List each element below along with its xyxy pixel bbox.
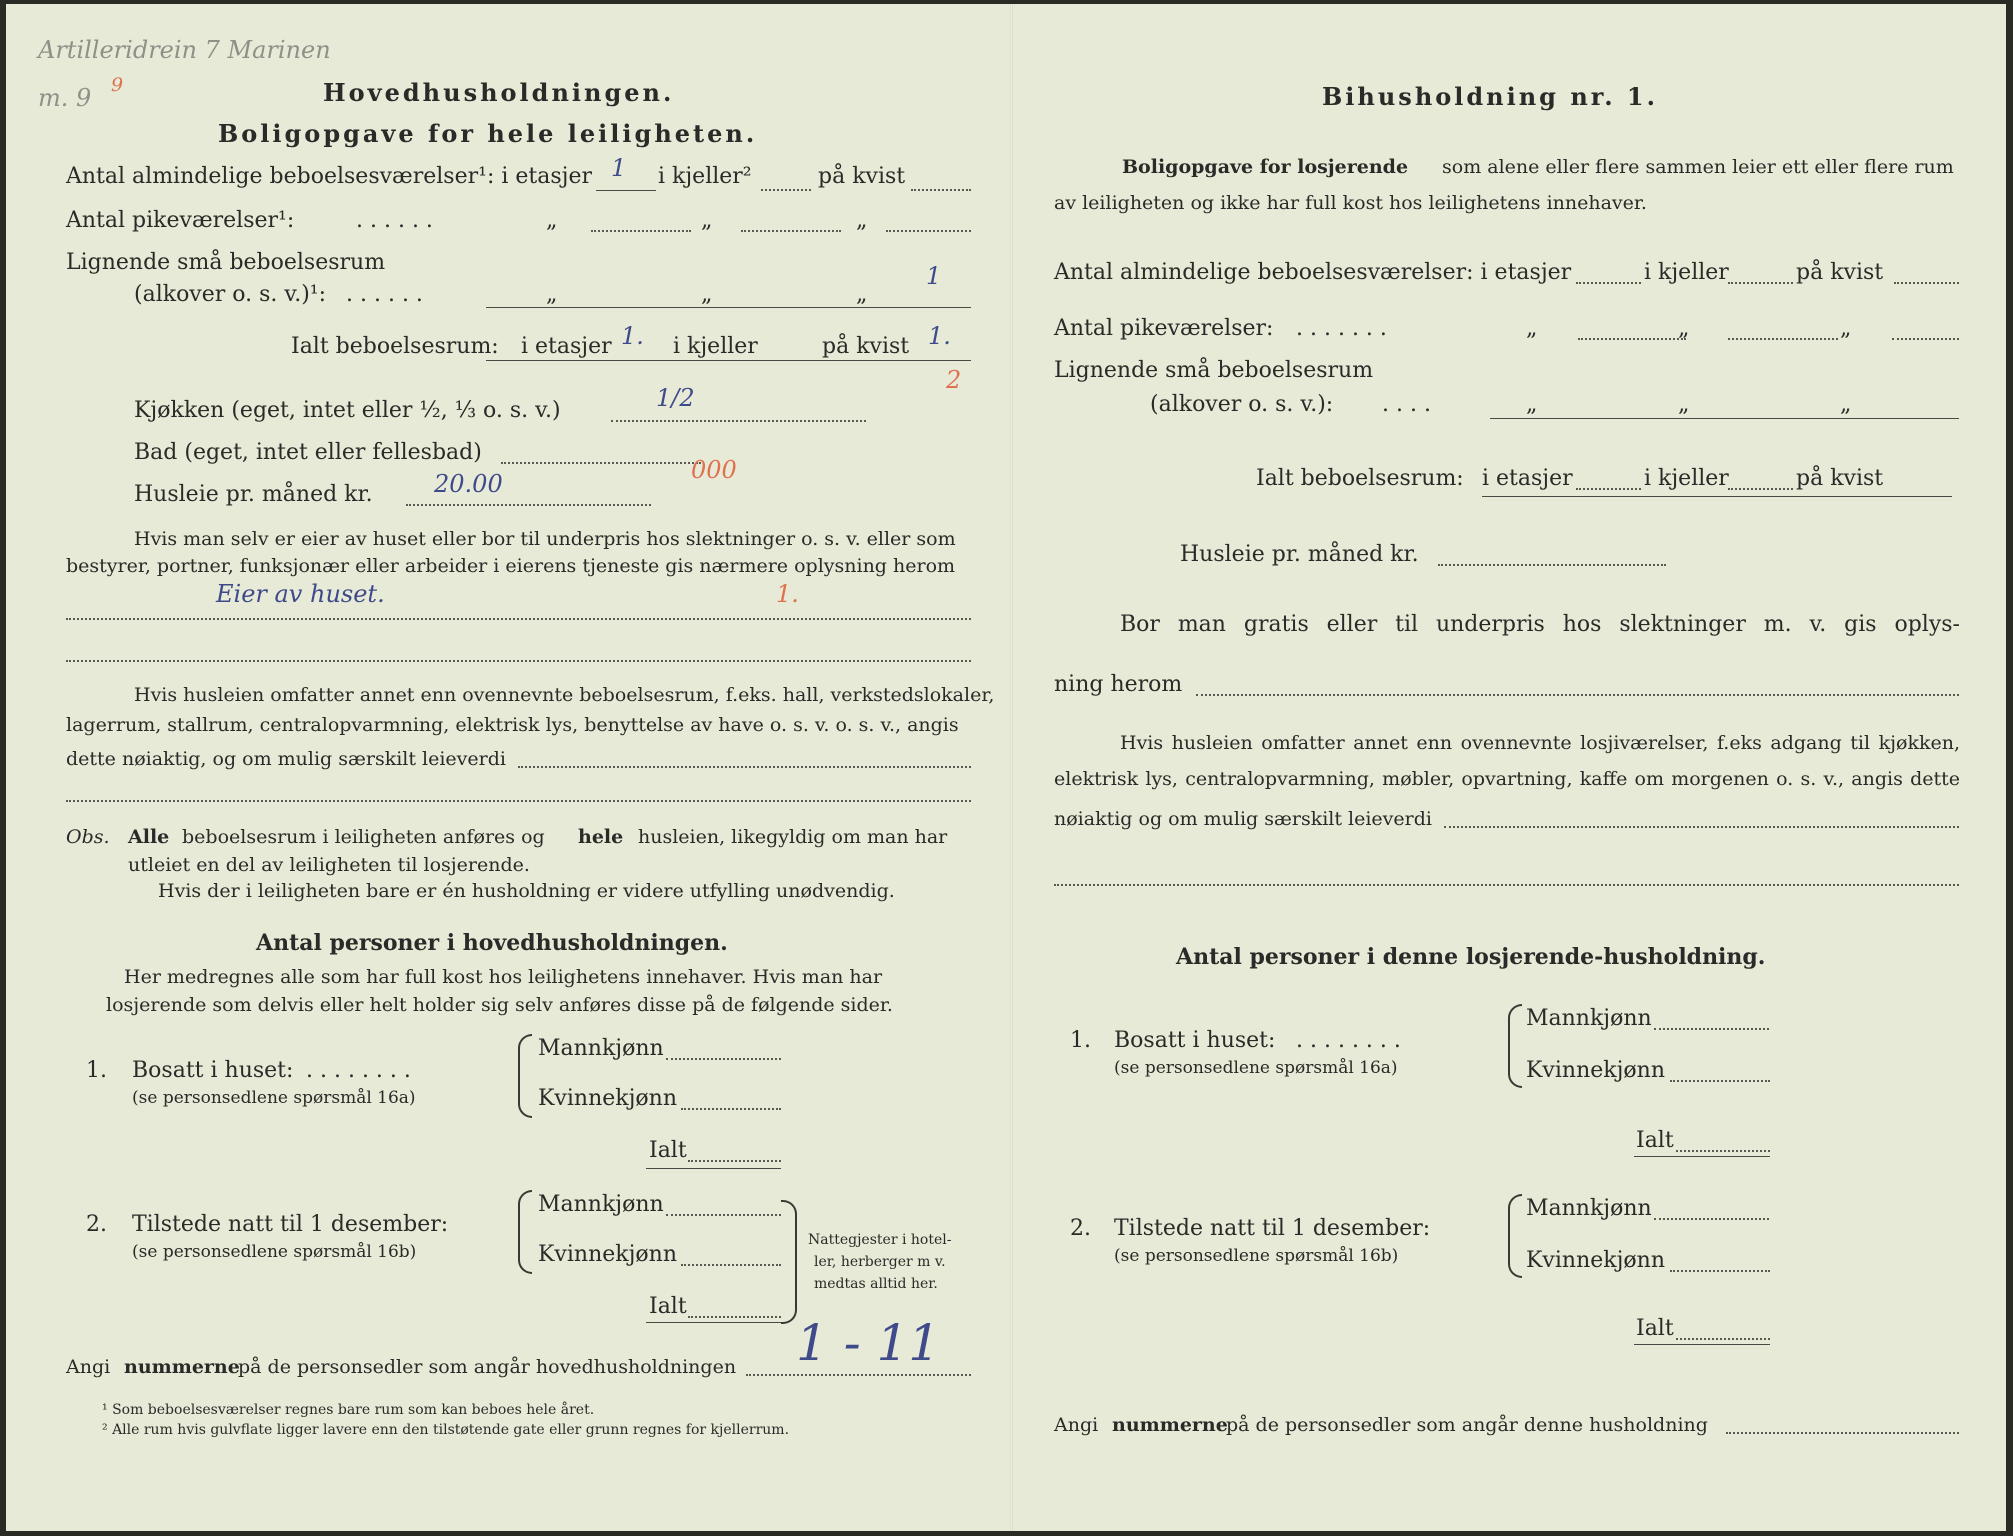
left-husleie-value: 20.00	[434, 470, 503, 498]
left-row1-etasjer-field[interactable]	[596, 190, 656, 191]
left-q2-ialt-underline	[646, 1322, 781, 1323]
left-q2-label: Tilstede natt til 1 desember:	[132, 1212, 449, 1237]
left-row2-etasjer-field[interactable]	[591, 230, 691, 232]
left-obs-line1a: beboelsesrum i leiligheten anføres og	[182, 826, 545, 848]
right-angi-a: Angi	[1054, 1414, 1099, 1436]
left-natt-note-2: ler, herberger m v.	[814, 1254, 946, 1270]
right-angi-c: på de personsedler som angår denne husholdning	[1226, 1414, 1708, 1436]
left-antal-title: Antal personer i hovedhusholdningen.	[256, 930, 728, 956]
right-intro-2: av leiligheten og ikke har full kost hos leilighetens innehaver.	[1054, 192, 1647, 214]
left-q1-mann-field[interactable]	[666, 1058, 781, 1060]
right-row1-kvist-label: på kvist	[1796, 260, 1884, 285]
left-omf-line2: lagerrum, stallrum, centralopvarmning, elektrisk lys, benyttelse av have o. s. v. o. s. v., angis	[66, 714, 959, 736]
right-q1-sub: (se personsedlene spørsmål 16a)	[1114, 1058, 1398, 1078]
left-angi-value: 1 - 11	[796, 1314, 941, 1372]
left-subtitle: Boligopgave for hele leiligheten.	[218, 119, 758, 148]
left-row1-kvist-label: på kvist	[818, 164, 906, 189]
left-antal-line2: losjerende som delvis eller helt holder sig selv anføres disse på de følgende sider.	[106, 994, 893, 1016]
left-q1-ialt-underline	[646, 1168, 781, 1169]
right-q1-mann-label: Mannkjønn	[1526, 1006, 1652, 1031]
right-omf-field-1[interactable]	[1444, 826, 1959, 828]
handwritten-address: Artilleridrein 7 Marinen	[38, 36, 331, 64]
left-angi-field[interactable]	[746, 1374, 971, 1376]
left-ialt-kvist-label: på kvist	[822, 334, 910, 359]
left-omf-field-1[interactable]	[518, 766, 971, 768]
left-row3-label: Lignende små beboelsesrum	[66, 250, 386, 275]
right-ialt-kjeller-label: i kjeller	[1644, 466, 1729, 491]
left-footnote-1: ¹ Som beboelsesværelser regnes bare rum som kan beboes hele året.	[102, 1402, 595, 1418]
right-title: Bihusholdning nr. 1.	[1322, 82, 1658, 111]
left-row1-label: Antal almindelige beboelsesværelser¹: i etasjer	[66, 164, 593, 189]
right-q1-kvinne-field[interactable]	[1670, 1080, 1770, 1082]
right-q2-kvinne-label: Kvinnekjønn	[1526, 1248, 1665, 1273]
left-ialt-etasjer-value: 1.	[621, 322, 644, 350]
right-row2-kvist-field[interactable]	[1892, 338, 1959, 340]
left-row1-etasjer-value: 1	[611, 154, 627, 182]
right-gratis-line2: ning herom	[1054, 672, 1183, 697]
left-q2-mann-label: Mannkjønn	[538, 1192, 664, 1217]
right-row3-ditto-3: „	[1840, 392, 1852, 417]
right-q1-brace	[1508, 1004, 1522, 1088]
right-husleie-field[interactable]	[1438, 564, 1666, 566]
right-gratis-line1: Bor man gratis eller til underpris hos slektninger m. v. gis oplys-	[1120, 612, 1960, 637]
handwritten-mark: m. 9	[38, 84, 92, 112]
left-row1-kvist-field[interactable]	[911, 189, 971, 191]
left-q1-kvinne-label: Kvinnekjønn	[538, 1086, 677, 1111]
left-kjokken-field[interactable]	[611, 420, 866, 422]
right-omf-line2: elektrisk lys, centralopvarmning, møbler, opvartning, kaffe om morgenen o. s. v., angis dette	[1054, 768, 1960, 790]
right-row3-underline	[1490, 418, 1959, 419]
left-eier-value: Eier av huset.	[216, 580, 385, 608]
left-q1-sub: (se personsedlene spørsmål 16a)	[132, 1088, 416, 1108]
left-ialt-kjeller-label: i kjeller	[673, 334, 758, 359]
right-row1-kjeller-field[interactable]	[1728, 282, 1793, 284]
left-q1-ialt-label: Ialt	[649, 1138, 687, 1163]
left-q1-ialt-field[interactable]	[688, 1160, 781, 1162]
left-natt-note-3: medtas alltid her.	[814, 1276, 938, 1292]
right-row1-kvist-field[interactable]	[1894, 282, 1959, 284]
left-q1-number: 1.	[86, 1058, 107, 1083]
left-obs-line3: Hvis der i leiligheten bare er én husholdning er videre utfylling unødvendig.	[158, 880, 895, 902]
right-antal-title: Antal personer i denne losjerende-husholdning.	[1176, 944, 1766, 970]
right-q2-label: Tilstede natt til 1 desember:	[1114, 1216, 1431, 1241]
left-eier-field-2[interactable]	[66, 660, 971, 662]
left-row3-ditto-2: „	[701, 282, 713, 307]
right-intro-1: som alene eller flere sammen leier ett eller flere rum	[1442, 156, 1954, 178]
right-row1-label: Antal almindelige beboelsesværelser: i etasjer	[1054, 260, 1572, 285]
right-row3-label: Lignende små beboelsesrum	[1054, 358, 1374, 383]
left-q1-dots: . . . . . . . .	[306, 1058, 411, 1083]
right-q1-ialt-label: Ialt	[1636, 1128, 1674, 1153]
left-row2-label: Antal pikeværelser¹:	[66, 208, 295, 233]
left-q2-ialt-field[interactable]	[688, 1316, 781, 1318]
left-eier-field-1[interactable]	[66, 618, 971, 620]
left-row3-label2: (alkover o. s. v.)¹:	[134, 282, 327, 307]
left-row2-ditto-2: „	[701, 208, 713, 233]
left-eier-line1: Hvis man selv er eier av huset eller bor til underpris hos slektninger o. s. v. eller som	[134, 528, 956, 550]
right-q2-ialt-underline	[1634, 1344, 1770, 1345]
right-row2-ditto-2: „	[1678, 316, 1690, 341]
left-bad-red-mark: 000	[691, 456, 737, 484]
right-row2-kjeller-field[interactable]	[1728, 338, 1838, 340]
left-angi-c: på de personsedler som angår hovedhusholdningen	[238, 1356, 737, 1378]
right-q2-kvinne-field[interactable]	[1670, 1270, 1770, 1272]
right-q1-kvinne-label: Kvinnekjønn	[1526, 1058, 1665, 1083]
census-form-sheet	[6, 4, 2006, 1531]
right-q1-ialt-field[interactable]	[1676, 1150, 1770, 1152]
left-eier-line2: bestyrer, portner, funksjonær eller arbeider i eierens tjeneste gis nærmere oplysning herom	[66, 555, 956, 577]
left-row2-kjeller-field[interactable]	[741, 230, 841, 232]
right-q2-mann-field[interactable]	[1654, 1218, 1769, 1220]
left-natt-note-1: Nattegjester i hotel-	[808, 1232, 952, 1248]
right-q2-ialt-label: Ialt	[1636, 1316, 1674, 1341]
left-row2-dots: . . . . . .	[356, 208, 433, 233]
right-intro-bold: Boligopgave for losjerende	[1122, 156, 1409, 178]
right-q1-ialt-underline	[1634, 1156, 1770, 1157]
left-ialt-red-mark: 2	[946, 366, 962, 394]
left-q2-ialt-label: Ialt	[649, 1294, 687, 1319]
left-obs-word: Obs.	[66, 826, 110, 848]
left-q1-brace	[518, 1034, 532, 1118]
left-row3-underline	[486, 307, 971, 308]
left-kjokken-label: Kjøkken (eget, intet eller ½, ⅓ o. s. v.)	[134, 398, 561, 423]
left-q2-brace	[518, 1190, 532, 1274]
left-obs-line2: utleiet en del av leiligheten til losjerende.	[128, 854, 530, 876]
left-q2-mann-field[interactable]	[666, 1214, 781, 1216]
left-obs-alle: Alle	[128, 826, 170, 848]
right-ialt-etasjer-label: i etasjer	[1482, 466, 1573, 491]
right-row3-ditto-1: „	[1526, 392, 1538, 417]
left-obs-hele: hele	[578, 826, 624, 848]
left-row2-kvist-field[interactable]	[886, 230, 971, 232]
right-angi-b: nummerne	[1112, 1414, 1228, 1436]
left-row2-ditto-1: „	[546, 208, 558, 233]
page-fold	[1010, 4, 1013, 1531]
left-row3-kvist-value: 1	[926, 262, 942, 290]
left-row3-ditto-1: „	[546, 282, 558, 307]
left-ialt-label: Ialt beboelsesrum:	[291, 334, 499, 359]
right-q2-sub: (se personsedlene spørsmål 16b)	[1114, 1246, 1399, 1266]
right-ialt-underline	[1482, 496, 1952, 497]
right-q2-number: 2.	[1070, 1216, 1091, 1241]
left-ialt-etasjer-label: i etasjer	[521, 334, 612, 359]
left-q1-label: Bosatt i huset:	[132, 1058, 294, 1083]
right-q2-brace	[1508, 1194, 1522, 1278]
left-q2-kvinne-label: Kvinnekjønn	[538, 1242, 677, 1267]
left-obs-line1b: husleien, likegyldig om man har	[638, 826, 948, 848]
left-q2-brace-right	[781, 1200, 797, 1324]
right-q2-mann-label: Mannkjønn	[1526, 1196, 1652, 1221]
right-omf-line3: nøiaktig og om mulig særskilt leieverdi	[1054, 808, 1432, 830]
right-ialt-kjeller-field[interactable]	[1728, 488, 1793, 490]
handwritten-red-number: 9	[111, 74, 124, 96]
left-angi-b: nummerne	[124, 1356, 240, 1378]
right-row2-label: Antal pikeværelser:	[1054, 316, 1274, 341]
left-q2-number: 2.	[86, 1212, 107, 1237]
left-row2-ditto-3: „	[856, 208, 868, 233]
right-ialt-label: Ialt beboelsesrum:	[1256, 466, 1464, 491]
right-row3-label2: (alkover o. s. v.):	[1150, 392, 1334, 417]
left-eier-red-mark: 1.	[776, 580, 799, 608]
right-q2-ialt-field[interactable]	[1676, 1338, 1770, 1340]
left-antal-line1: Her medregnes alle som har full kost hos leilighetens innehaver. Hvis man har	[124, 966, 883, 988]
right-row3-dots: . . . .	[1382, 392, 1431, 417]
right-q1-label: Bosatt i huset:	[1114, 1028, 1276, 1053]
right-angi-field[interactable]	[1726, 1432, 1959, 1434]
right-q1-mann-field[interactable]	[1654, 1028, 1769, 1030]
right-q1-dots: . . . . . . . .	[1296, 1028, 1401, 1053]
left-row1-kjeller-label: i kjeller²	[658, 164, 752, 189]
right-q1-number: 1.	[1070, 1028, 1091, 1053]
left-footnote-2: ² Alle rum hvis gulvflate ligger lavere enn den tilstøtende gate eller grunn regnes for kjellerrum.	[102, 1422, 790, 1438]
right-husleie-label: Husleie pr. måned kr.	[1180, 542, 1419, 567]
left-omf-field-2[interactable]	[66, 800, 971, 802]
right-ialt-kvist-label: på kvist	[1796, 466, 1884, 491]
left-ialt-kvist-value: 1.	[928, 322, 951, 350]
right-omf-line1: Hvis husleien omfatter annet enn ovennevnte losjiværelser, f.eks adgang til kjøkken,	[1120, 732, 1960, 754]
left-row3-ditto-3: „	[856, 282, 868, 307]
right-row2-dots: . . . . . . .	[1296, 316, 1387, 341]
left-husleie-field[interactable]	[406, 504, 651, 506]
left-title: Hovedhusholdningen.	[323, 78, 675, 107]
right-row2-ditto-3: „	[1840, 316, 1852, 341]
right-row1-etasjer-field[interactable]	[1576, 282, 1641, 284]
left-kjokken-value: 1/2	[656, 384, 695, 412]
left-husleie-label: Husleie pr. måned kr.	[134, 482, 373, 507]
left-omf-line3: dette nøiaktig, og om mulig særskilt leieverdi	[66, 748, 506, 770]
left-ialt-underline	[486, 360, 971, 361]
right-row2-ditto-1: „	[1526, 316, 1538, 341]
right-omf-field-2[interactable]	[1054, 884, 1959, 886]
left-q2-sub: (se personsedlene spørsmål 16b)	[132, 1242, 417, 1262]
right-ialt-etasjer-field[interactable]	[1576, 488, 1641, 490]
right-row1-kjeller-label: i kjeller	[1644, 260, 1729, 285]
left-angi-a: Angi	[66, 1356, 111, 1378]
left-q1-mann-label: Mannkjønn	[538, 1036, 664, 1061]
right-row3-ditto-2: „	[1678, 392, 1690, 417]
left-row1-kjeller-field[interactable]	[761, 189, 811, 191]
left-bad-label: Bad (eget, intet eller fellesbad)	[134, 440, 482, 465]
left-q2-kvinne-field[interactable]	[681, 1264, 781, 1266]
right-row2-etasjer-field[interactable]	[1578, 338, 1686, 340]
left-bad-field[interactable]	[501, 462, 701, 464]
left-omf-line1: Hvis husleien omfatter annet enn ovennevnte beboelsesrum, f.eks. hall, verkstedslokaler,	[134, 684, 995, 706]
left-row3-dots: . . . . . .	[346, 282, 423, 307]
right-gratis-field[interactable]	[1196, 694, 1959, 696]
left-q1-kvinne-field[interactable]	[681, 1108, 781, 1110]
